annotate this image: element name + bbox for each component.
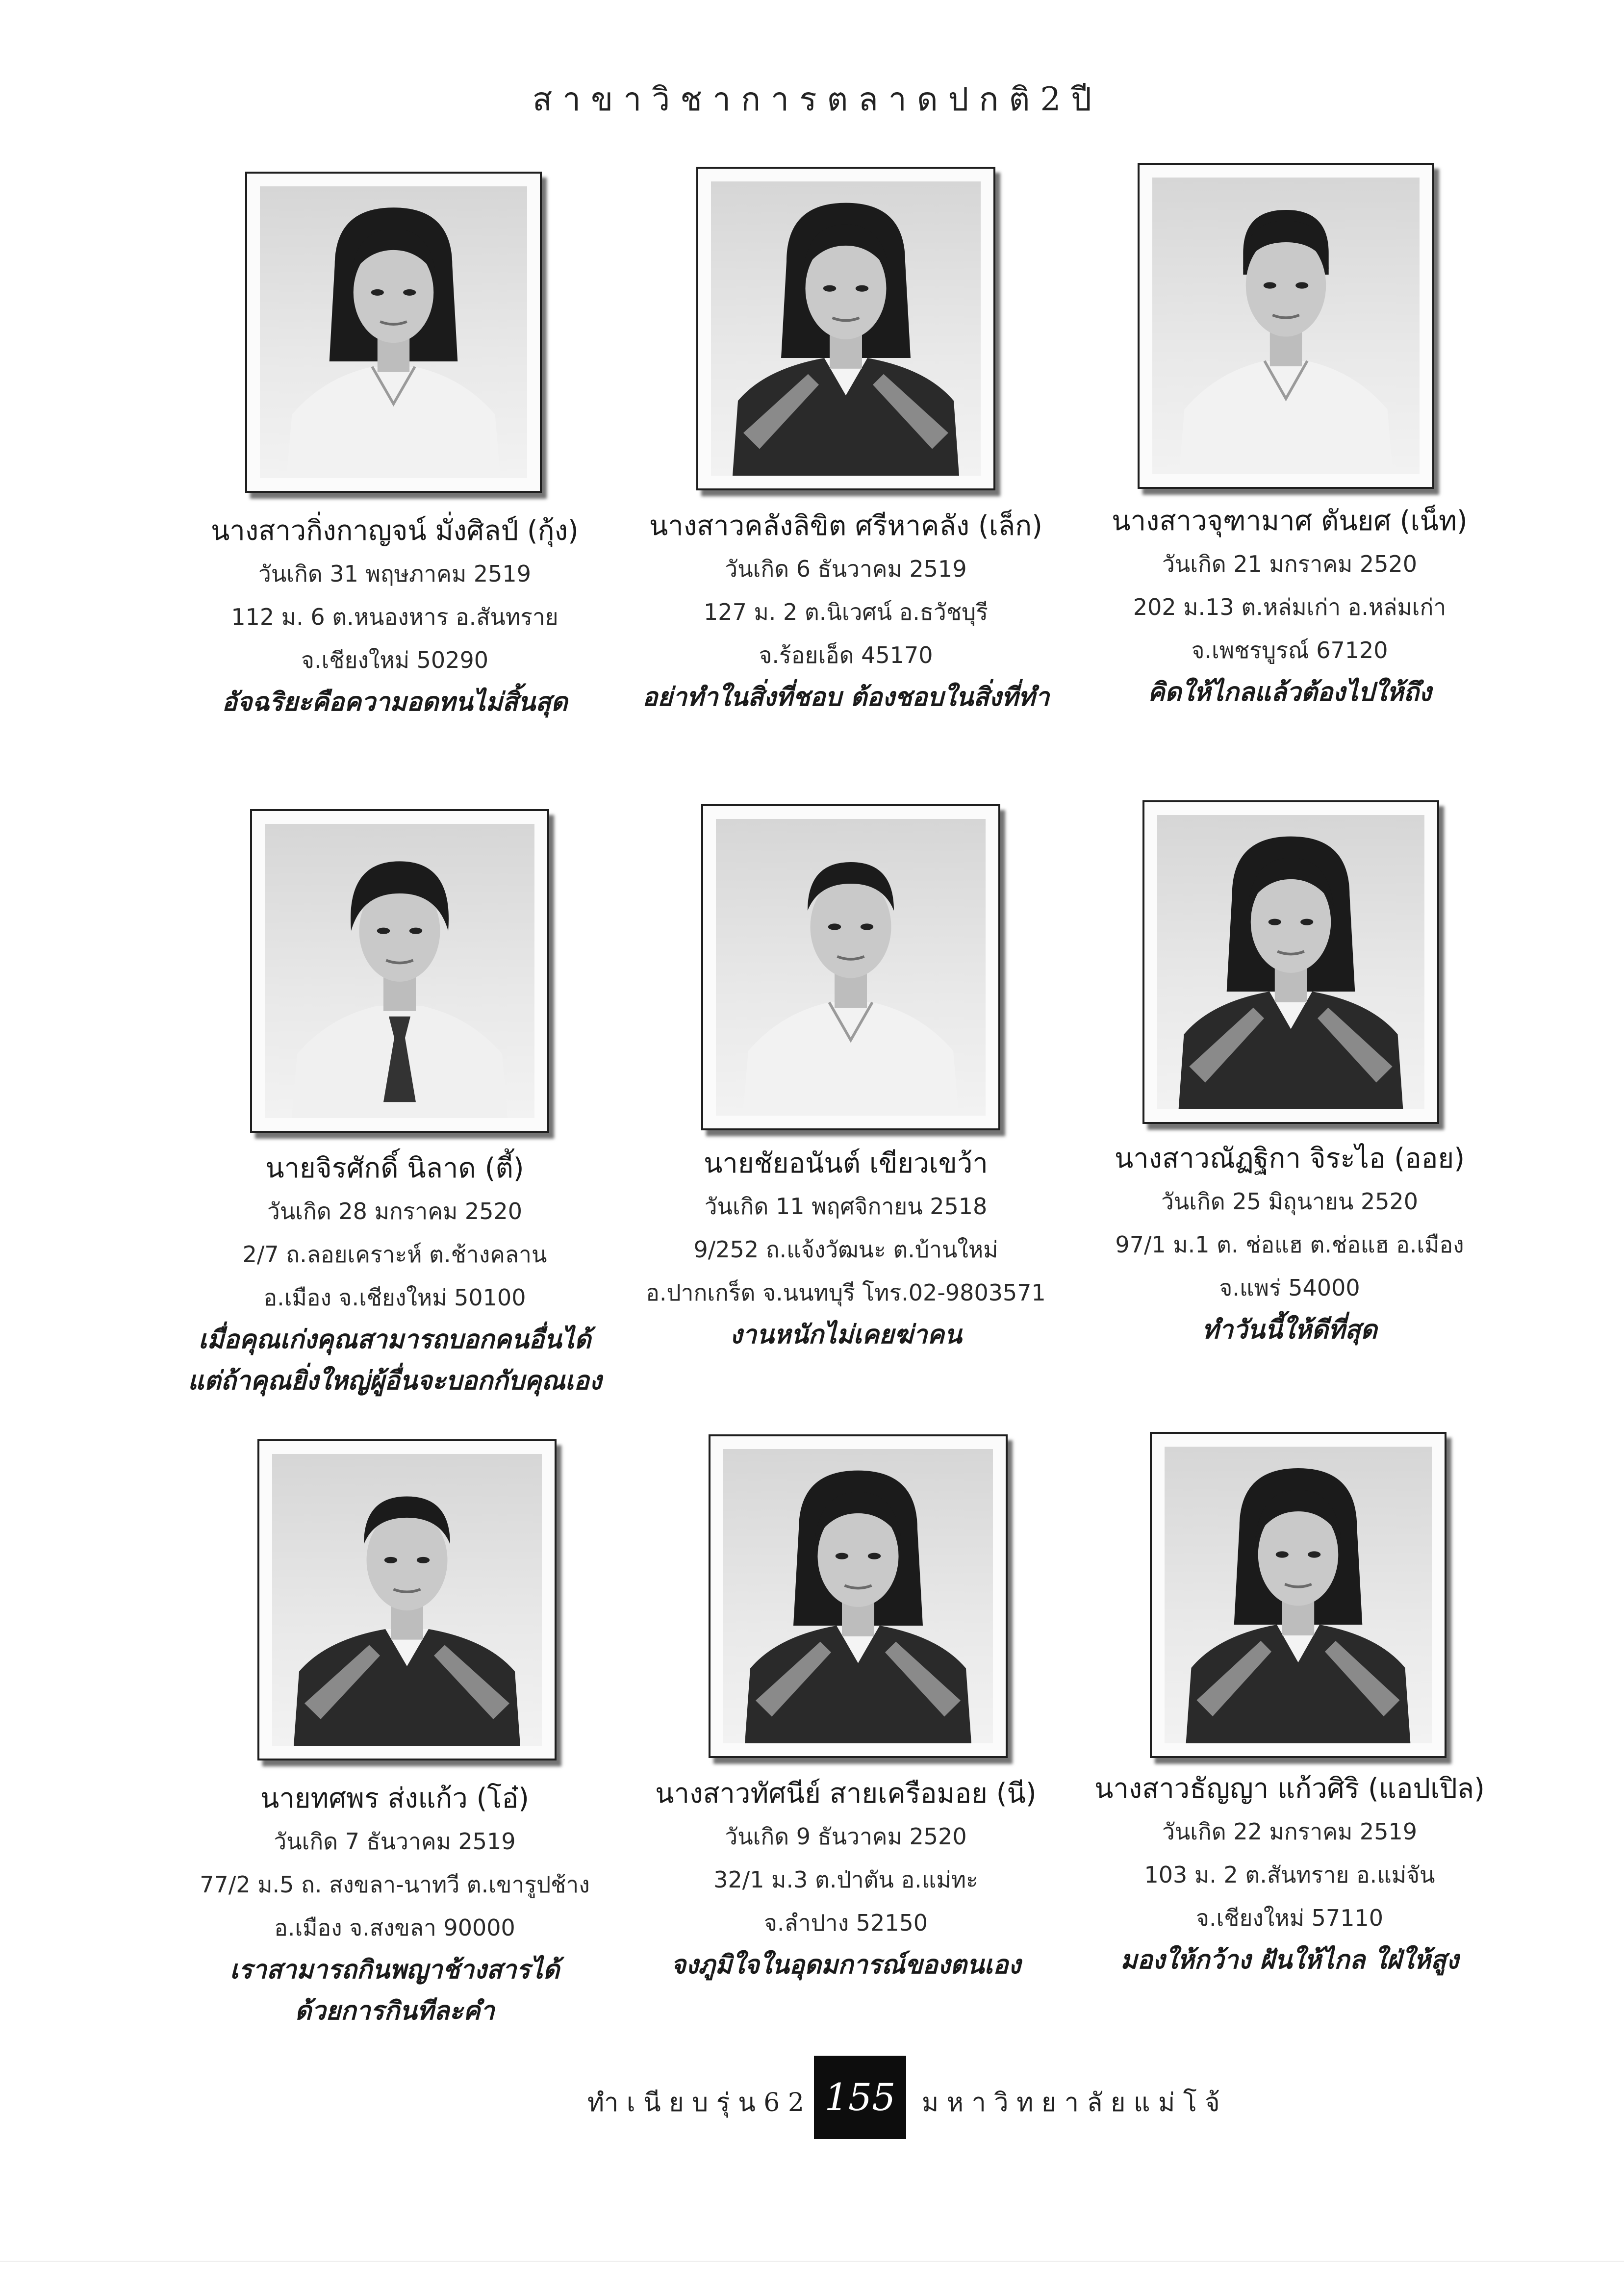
graduate-caption <box>601 1143 1091 1355</box>
graduate-motto: มองให้กว้าง ฝันให้ไกล ใฝ่ให้สูง <box>1120 1945 1459 1975</box>
graduate-birthdate: วันเกิด 28 มกราคม 2520 <box>267 1198 522 1224</box>
portrait-illustration <box>711 181 981 476</box>
graduate-address-line: จ.แพร่ 54000 <box>1219 1275 1360 1301</box>
graduate-photo <box>696 167 995 490</box>
graduate-motto: เราสามารถกินพญาช้างสารได้ <box>229 1955 560 1985</box>
graduate-caption <box>1044 500 1535 713</box>
graduate-photo <box>245 172 542 493</box>
graduate-photo <box>1142 800 1439 1124</box>
graduate-name: นางสาวธัญญา แก้วศิริ (แอปเปิล) <box>1094 1773 1485 1805</box>
graduate-address-line: 97/1 ม.1 ต. ช่อแฮ ต.ช่อแฮ อ.เมือง <box>1115 1231 1464 1258</box>
portrait-illustration <box>723 1449 993 1743</box>
graduate-birthdate: วันเกิด 25 มิถุนายน 2520 <box>1161 1188 1419 1215</box>
graduate-birthdate: วันเกิด 31 พฤษภาคม 2519 <box>258 561 531 587</box>
footer-yearbook-label: ทำ เ นี ย บ รุ่ น 6 2 <box>587 2088 804 2117</box>
page-edge-rule <box>0 2261 1624 2262</box>
graduate-photo <box>250 809 549 1133</box>
graduate-name: นางสาวทัศนีย์ สายเครือมอย (นี) <box>655 1778 1037 1810</box>
portrait-illustration <box>260 186 527 478</box>
graduate-address-line: จ.ร้อยเอ็ด 45170 <box>759 642 933 668</box>
portrait-illustration <box>1152 178 1420 474</box>
graduate-name: นางสาวกิ่งกาญจน์ มั่งศิลป์ (กุ้ง) <box>211 515 579 547</box>
graduate-birthdate: วันเกิด 9 ธันวาคม 2520 <box>725 1823 967 1850</box>
graduate-motto: ด้วยการกินทีละคำ <box>295 1996 495 2026</box>
portrait-illustration <box>1157 815 1424 1109</box>
graduate-name: นางสาวคลังลิขิต ศรีหาคลัง (เล็ก) <box>649 510 1042 542</box>
graduate-address-line: อ.ปากเกร็ด จ.นนทบุรี โทร.02-9803571 <box>646 1279 1046 1306</box>
graduate-address-line: อ.เมือง จ.เชียงใหม่ 50100 <box>263 1284 526 1311</box>
graduate-address-line: จ.ลำปาง 52150 <box>763 1910 928 1936</box>
graduate-photo <box>701 804 1000 1130</box>
graduate-photo <box>1150 1432 1446 1758</box>
graduate-motto: จงภูมิใจในอุดมการณ์ของตนเอง <box>671 1950 1021 1980</box>
footer-university-label: ม ห า วิ ท ย า ลั ย แ ม่ โ จ้ <box>922 2088 1220 2117</box>
graduate-address-line: 77/2 ม.5 ถ. สงขลา-นาทวี ต.เขารูปช้าง <box>200 1871 590 1898</box>
graduate-name: นายจิรศักดิ์ นิลาด (ตี้) <box>265 1152 524 1184</box>
graduate-address-line: จ.เพชรบูรณ์ 67120 <box>1191 637 1388 663</box>
graduate-caption <box>601 505 1091 718</box>
graduate-address-line: จ.เชียงใหม่ 50290 <box>301 647 488 673</box>
graduate-caption <box>150 1148 640 1402</box>
graduate-caption <box>150 510 640 723</box>
graduate-address-line: 202 ม.13 ต.หล่มเก่า อ.หล่มเก่า <box>1133 594 1446 620</box>
graduate-name: นายทศพร ส่งแก้ว (โอ๋) <box>260 1783 529 1814</box>
page-number: 155 <box>814 2056 906 2139</box>
graduate-address-line: จ.เชียงใหม่ 57110 <box>1196 1905 1383 1931</box>
graduate-birthdate: วันเกิด 11 พฤศจิกายน 2518 <box>704 1193 988 1220</box>
graduate-address-line: 9/252 ถ.แจ้งวัฒนะ ต.บ้านใหม่ <box>693 1236 998 1263</box>
graduate-motto: อย่าทำในสิ่งที่ชอบ ต้องชอบในสิ่งที่ทำ <box>642 683 1050 712</box>
graduate-address-line: 127 ม. 2 ต.นิเวศน์ อ.ธวัชบุรี <box>704 599 988 625</box>
graduate-caption <box>601 1773 1091 1986</box>
graduate-name: นายชัยอนันต์ เขียวเขว้า <box>704 1148 988 1179</box>
portrait-illustration <box>272 1454 542 1746</box>
graduate-birthdate: วันเกิด 22 มกราคม 2519 <box>1162 1818 1417 1845</box>
graduate-motto: ทำวันนี้ให้ดีที่สุด <box>1202 1315 1377 1345</box>
graduate-address-line: 32/1 ม.3 ต.ป่าตัน อ.แม่ทะ <box>713 1866 978 1893</box>
portrait-illustration <box>716 819 986 1116</box>
graduate-motto: อัจฉริยะคือความอดทนไม่สิ้นสุด <box>222 688 568 717</box>
graduate-address-line: 2/7 ถ.ลอยเคราะห์ ต.ช้างคลาน <box>242 1241 547 1268</box>
graduate-caption <box>150 1778 640 2032</box>
portrait-illustration <box>1165 1447 1432 1743</box>
graduate-birthdate: วันเกิด 6 ธันวาคม 2519 <box>725 556 967 582</box>
graduate-photo <box>1138 163 1434 489</box>
graduate-birthdate: วันเกิด 21 มกราคม 2520 <box>1162 551 1417 577</box>
graduate-address-line: อ.เมือง จ.สงขลา 90000 <box>274 1914 515 1941</box>
graduate-name: นางสาวณัฏฐิกา จิระไอ (ออย) <box>1114 1143 1465 1174</box>
graduate-photo <box>709 1434 1008 1758</box>
graduate-birthdate: วันเกิด 7 ธันวาคม 2519 <box>274 1828 516 1855</box>
graduate-caption <box>1044 1138 1535 1351</box>
graduate-photo <box>257 1439 557 1760</box>
graduate-motto: คิดให้ไกลแล้วต้องไปให้ถึง <box>1147 678 1432 707</box>
section-title: ส า ข า วิ ช า ก า ร ต ล า ด ป ก ติ 2 ปี <box>532 80 1092 118</box>
graduate-name: นางสาวจุฑามาศ ตันยศ (เน็ท) <box>1112 505 1468 537</box>
graduate-motto: เมื่อคุณเก่งคุณสามารถบอกคนอื่นได้ <box>198 1325 591 1354</box>
graduate-address-line: 103 ม. 2 ต.สันทราย อ.แม่จัน <box>1144 1862 1435 1888</box>
graduate-caption <box>1044 1768 1535 1981</box>
graduate-address-line: 112 ม. 6 ต.หนองหาร อ.สันทราย <box>231 604 558 630</box>
portrait-illustration <box>265 824 534 1118</box>
graduate-motto: งานหนักไม่เคยฆ่าคน <box>730 1320 962 1350</box>
graduate-motto: แต่ถ้าคุณยิ่งใหญ่ผู้อื่นจะบอกกับคุณเอง <box>187 1366 602 1396</box>
